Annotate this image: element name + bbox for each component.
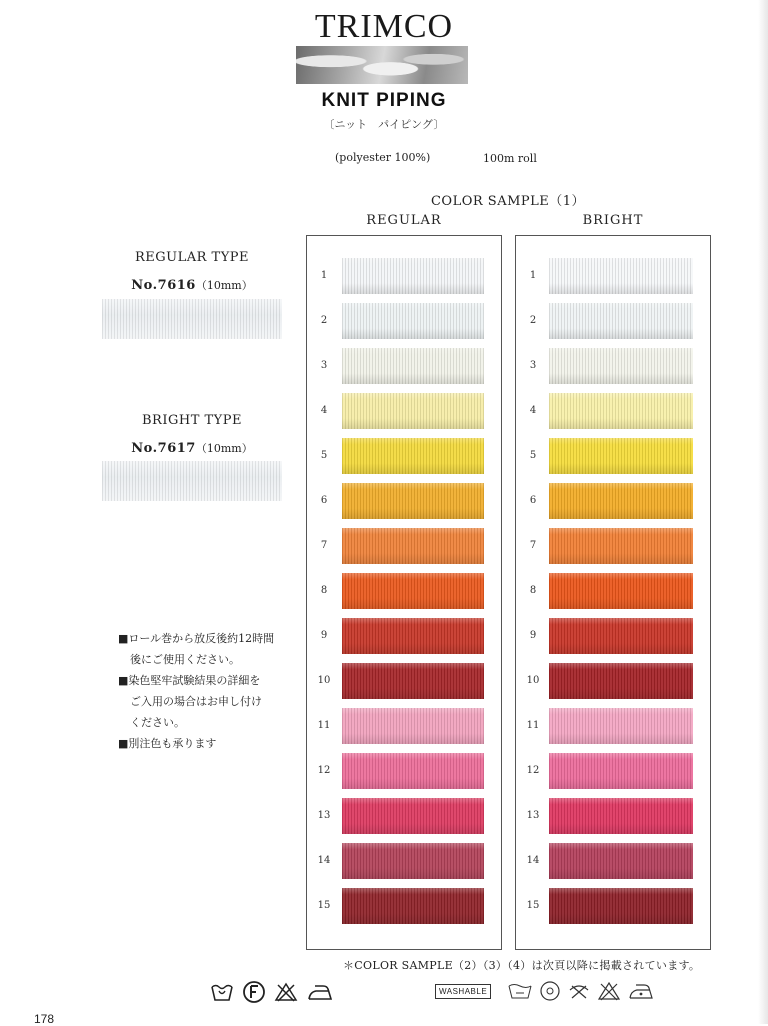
color-swatch <box>549 888 693 924</box>
no-bleach-icon <box>274 981 298 1003</box>
regular-type-number-code: No.7616 <box>131 278 196 293</box>
color-swatch <box>342 708 484 744</box>
note-line: ■別注色も承ります <box>118 737 217 750</box>
swatch-number: 4 <box>529 405 537 416</box>
bright-swatch-row <box>516 661 710 701</box>
dry-clean-icon <box>539 980 561 1002</box>
bright-type-label: BRIGHT TYPE <box>142 413 242 428</box>
color-swatch <box>342 528 484 564</box>
bright-type-number-code: No.7617 <box>131 441 196 456</box>
color-swatch <box>342 753 484 789</box>
swatch-number: 15 <box>317 900 331 911</box>
color-swatch <box>549 708 693 744</box>
color-swatch <box>549 528 693 564</box>
color-swatch <box>549 663 693 699</box>
regular-type-size: （10mm） <box>195 279 253 292</box>
swatch-number: 2 <box>529 315 537 326</box>
brand-banner-photo <box>296 46 468 84</box>
color-swatch <box>549 798 693 834</box>
note-line: ■染色堅牢試験結果の詳細を <box>118 674 261 687</box>
color-swatch <box>549 348 693 384</box>
usage-notes <box>118 628 288 754</box>
swatch-number: 6 <box>529 495 537 506</box>
regular-swatch-row <box>307 526 501 566</box>
bright-column-heading: BRIGHT <box>582 213 644 228</box>
swatch-number: 11 <box>317 720 331 731</box>
note-line: ご入用の場合はお申し付け <box>130 695 262 708</box>
color-swatch <box>549 303 693 339</box>
swatch-number: 14 <box>526 855 540 866</box>
product-kana: 〔ニット パイピング〕 <box>323 118 445 131</box>
color-swatch <box>342 438 484 474</box>
footer-note: ＊COLOR SAMPLE（2）（3）（4）は次頁以降に掲載されています。 <box>343 959 701 972</box>
swatch-number: 7 <box>320 540 328 551</box>
bright-swatch-row <box>516 751 710 791</box>
swatch-number: 1 <box>529 270 537 281</box>
swatch-number: 12 <box>526 765 540 776</box>
regular-swatch-row <box>307 481 501 521</box>
swatch-number: 3 <box>320 360 328 371</box>
swatch-number: 2 <box>320 315 328 326</box>
bright-swatch-row <box>516 301 710 341</box>
bright-swatch-row <box>516 571 710 611</box>
regular-column-heading: REGULAR <box>366 213 442 228</box>
swatch-number: 7 <box>529 540 537 551</box>
swatch-number: 9 <box>320 630 328 641</box>
regular-swatch-row <box>307 796 501 836</box>
color-swatch <box>342 483 484 519</box>
no-chlorine-icon <box>597 980 621 1002</box>
bright-swatch-row <box>516 526 710 566</box>
color-swatch <box>342 798 484 834</box>
regular-swatch-row <box>307 661 501 701</box>
color-swatch <box>342 843 484 879</box>
swatch-number: 11 <box>526 720 540 731</box>
page-number: 178 <box>34 1012 55 1026</box>
bright-type-size: （10mm） <box>195 442 253 455</box>
bright-swatch-row <box>516 256 710 296</box>
wash-tub-icon <box>210 981 234 1003</box>
product-title: KNIT PIPING <box>321 90 447 111</box>
color-swatch <box>342 663 484 699</box>
bright-swatch-row <box>516 436 710 476</box>
washable-label: WASHABLE <box>435 984 491 999</box>
swatch-number: 5 <box>320 450 328 461</box>
regular-swatch-row <box>307 751 501 791</box>
note-line: ■ロール巻から放反後約12時間 <box>118 632 275 645</box>
color-swatch <box>342 888 484 924</box>
bright-swatch-row <box>516 346 710 386</box>
regular-swatch-panel <box>306 235 502 950</box>
bright-swatch-row <box>516 616 710 656</box>
swatch-number: 3 <box>529 360 537 371</box>
care-icons-right <box>435 980 655 1002</box>
color-swatch <box>549 438 693 474</box>
swatch-number: 1 <box>320 270 328 281</box>
color-swatch <box>342 258 484 294</box>
bright-type-swatch <box>102 461 282 501</box>
color-swatch <box>549 573 693 609</box>
swatch-number: 13 <box>317 810 331 821</box>
bright-swatch-row <box>516 481 710 521</box>
swatch-number: 9 <box>529 630 537 641</box>
regular-swatch-row <box>307 436 501 476</box>
regular-swatch-row <box>307 706 501 746</box>
color-swatch <box>549 843 693 879</box>
regular-swatch-row <box>307 346 501 386</box>
iron-low-icon <box>627 981 655 1001</box>
bright-swatch-panel <box>515 235 711 950</box>
care-icons-left <box>210 980 334 1004</box>
color-swatch <box>342 573 484 609</box>
regular-type-label: REGULAR TYPE <box>134 250 250 265</box>
swatch-number: 5 <box>529 450 537 461</box>
regular-type-swatch <box>102 299 282 339</box>
material-spec: (polyester 100%) <box>335 151 431 164</box>
bright-swatch-row <box>516 391 710 431</box>
regular-type-number <box>102 277 282 293</box>
bright-swatch-row <box>516 706 710 746</box>
color-swatch <box>549 258 693 294</box>
f-circle-icon <box>242 980 266 1004</box>
color-sample-title: COLOR SAMPLE（1） <box>430 194 586 209</box>
regular-swatch-row <box>307 841 501 881</box>
page-edge-shadow <box>758 0 768 1024</box>
swatch-number: 8 <box>320 585 328 596</box>
color-swatch <box>549 618 693 654</box>
swatch-number: 12 <box>317 765 331 776</box>
bright-swatch-row <box>516 796 710 836</box>
color-swatch <box>342 348 484 384</box>
bright-swatch-row <box>516 841 710 881</box>
color-swatch <box>342 303 484 339</box>
regular-swatch-row <box>307 301 501 341</box>
color-swatch <box>342 393 484 429</box>
color-swatch <box>549 393 693 429</box>
dry-icon <box>567 980 591 1002</box>
swatch-number: 13 <box>526 810 540 821</box>
bright-swatch-row <box>516 886 710 926</box>
swatch-number: 8 <box>529 585 537 596</box>
color-swatch <box>549 753 693 789</box>
bright-type-number <box>102 440 282 456</box>
brand-logo: TRIMCO <box>314 8 454 45</box>
regular-swatch-row <box>307 571 501 611</box>
wash-30-icon <box>507 981 533 1001</box>
swatch-number: 14 <box>317 855 331 866</box>
swatch-number: 4 <box>320 405 328 416</box>
regular-swatch-row <box>307 256 501 296</box>
swatch-number: 6 <box>320 495 328 506</box>
regular-swatch-row <box>307 616 501 656</box>
swatch-number: 10 <box>317 675 331 686</box>
note-line: ください。 <box>130 716 185 729</box>
roll-spec: 100m roll <box>483 152 537 165</box>
color-swatch <box>342 618 484 654</box>
swatch-number: 10 <box>526 675 540 686</box>
color-swatch <box>549 483 693 519</box>
iron-icon <box>306 982 334 1002</box>
regular-swatch-row <box>307 391 501 431</box>
note-line: 後にご使用ください。 <box>130 653 240 666</box>
swatch-number: 15 <box>526 900 540 911</box>
regular-swatch-row <box>307 886 501 926</box>
